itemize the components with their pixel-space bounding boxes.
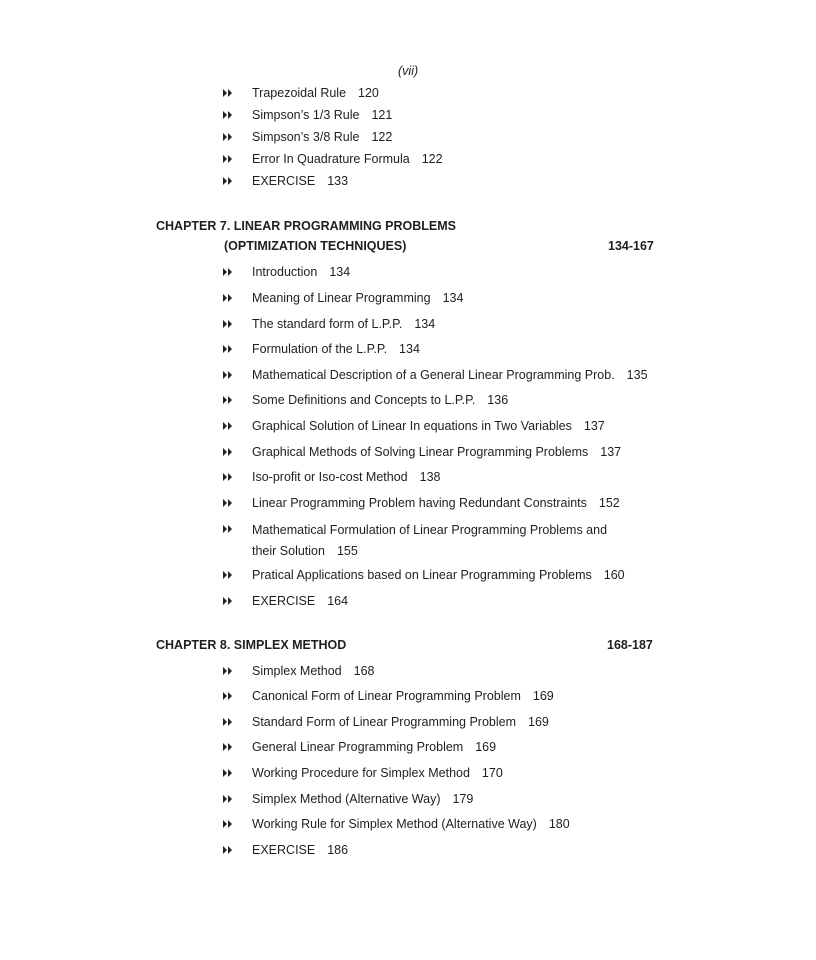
chapter-8-heading[interactable]: CHAPTER 8. SIMPLEX METHOD	[156, 638, 347, 652]
toc-item-page: 180	[548, 817, 570, 831]
toc-item-title: Introduction	[252, 265, 318, 279]
toc-item-page: 169	[475, 740, 497, 754]
toc-item-title: Simplex Method (Alternative Way)	[252, 792, 441, 806]
toc-item-title: Simpson’s 1/3 Rule	[252, 108, 360, 122]
double-arrow-bullet-icon	[222, 172, 234, 190]
toc-item-page: 152	[598, 496, 620, 510]
double-arrow-bullet-icon	[222, 764, 234, 782]
toc-item-page: 160	[603, 568, 625, 582]
double-arrow-bullet-icon	[222, 468, 234, 486]
double-arrow-bullet-icon	[222, 366, 234, 384]
double-arrow-bullet-icon	[222, 315, 234, 333]
toc-item-page: 134	[414, 317, 436, 331]
toc-item-title: Formulation of the L.P.P.	[252, 342, 388, 356]
toc-item-title: EXERCISE	[252, 843, 316, 857]
double-arrow-bullet-icon	[222, 662, 234, 680]
toc-item-title: Graphical Solution of Linear In equations in Two Variables	[252, 419, 572, 433]
double-arrow-bullet-icon	[222, 417, 234, 435]
toc-item-title: Linear Programming Problem having Redundant Constraints	[252, 496, 587, 510]
toc-item-page: 168	[353, 664, 375, 678]
double-arrow-bullet-icon	[222, 738, 234, 756]
toc-item-title: Mathematical Description of a General Linear Programming Prob.	[252, 368, 615, 382]
toc-item-page: 179	[452, 792, 474, 806]
toc-item-title: General Linear Programming Problem	[252, 740, 464, 754]
toc-item-title: Canonical Form of Linear Programming Problem	[252, 689, 521, 703]
double-arrow-bullet-icon	[222, 494, 234, 512]
toc-item-page: 122	[421, 152, 443, 166]
toc-item-page: 164	[327, 594, 349, 608]
toc-item-title: Some Definitions and Concepts to L.P.P.	[252, 393, 476, 407]
toc-item-page: 170	[481, 766, 503, 780]
double-arrow-bullet-icon	[222, 263, 234, 281]
double-arrow-bullet-icon	[222, 443, 234, 461]
toc-item-page: 133	[327, 174, 349, 188]
double-arrow-bullet-icon	[222, 687, 234, 705]
toc-item-title: EXERCISE	[252, 174, 316, 188]
toc-item-title: Simplex Method	[252, 664, 342, 678]
toc-item-page: 122	[371, 130, 393, 144]
double-arrow-bullet-icon	[222, 84, 234, 102]
double-arrow-bullet-icon	[222, 106, 234, 124]
toc-item-page: 121	[371, 108, 393, 122]
double-arrow-bullet-icon	[222, 790, 234, 808]
double-arrow-bullet-icon	[222, 520, 234, 538]
double-arrow-bullet-icon	[222, 592, 234, 610]
toc-item-title: The standard form of L.P.P.	[252, 317, 403, 331]
toc-item-title: EXERCISE	[252, 594, 316, 608]
toc-item-page: 138	[419, 470, 441, 484]
toc-item-page: 155	[336, 544, 358, 558]
toc-item-page: 135	[626, 368, 648, 382]
chapter-7-page-range: 134-167	[608, 239, 654, 253]
toc-item-title: Working Rule for Simplex Method (Alternative Way)	[252, 817, 537, 831]
toc-item-title: Trapezoidal Rule	[252, 86, 347, 100]
toc-item-title: Mathematical Formulation of Linear Programming Problems and	[252, 523, 608, 537]
toc-item-page: 169	[528, 715, 549, 729]
toc-item-title: Simpson’s 3/8 Rule	[252, 130, 360, 144]
double-arrow-bullet-icon	[222, 128, 234, 146]
double-arrow-bullet-icon	[222, 713, 234, 731]
double-arrow-bullet-icon	[222, 566, 234, 584]
chapter-8-page-range: 168-187	[607, 638, 653, 652]
toc-item-page: 120	[358, 86, 379, 100]
toc-item-page: 169	[532, 689, 554, 703]
double-arrow-bullet-icon	[222, 340, 234, 358]
chapter-7-heading[interactable]: CHAPTER 7. LINEAR PROGRAMMING PROBLEMS	[156, 219, 457, 233]
double-arrow-bullet-icon	[222, 815, 234, 833]
toc-item-title: Working Procedure for Simplex Method	[252, 766, 470, 780]
toc-item-title: Error In Quadrature Formula	[252, 152, 410, 166]
chapter-7-subheading: (OPTIMIZATION TECHNIQUES)	[224, 239, 407, 253]
toc-item-page: 136	[487, 393, 509, 407]
page-number: (vii)	[398, 64, 419, 78]
toc-item-page: 137	[583, 419, 605, 433]
double-arrow-bullet-icon	[222, 150, 234, 168]
toc-item-title: Standard Form of Linear Programming Problem	[252, 715, 517, 729]
double-arrow-bullet-icon	[222, 391, 234, 409]
toc-item-title: Iso-profit or Iso-cost Method	[252, 470, 408, 484]
toc-item-page: 134	[329, 265, 351, 279]
toc-item-page: 137	[600, 445, 622, 459]
toc-item-title: Graphical Methods of Solving Linear Programming Problems	[252, 445, 589, 459]
toc-item-page: 134	[399, 342, 420, 356]
toc-item-title-continued: their Solution	[252, 544, 325, 558]
toc-item-page: 186	[327, 843, 349, 857]
double-arrow-bullet-icon	[222, 841, 234, 859]
toc-item-title: Pratical Applications based on Linear Programming Problems	[252, 568, 592, 582]
toc-item-title: Meaning of Linear Programming	[252, 291, 431, 305]
toc-item-page: 134	[442, 291, 464, 305]
double-arrow-bullet-icon	[222, 289, 234, 307]
